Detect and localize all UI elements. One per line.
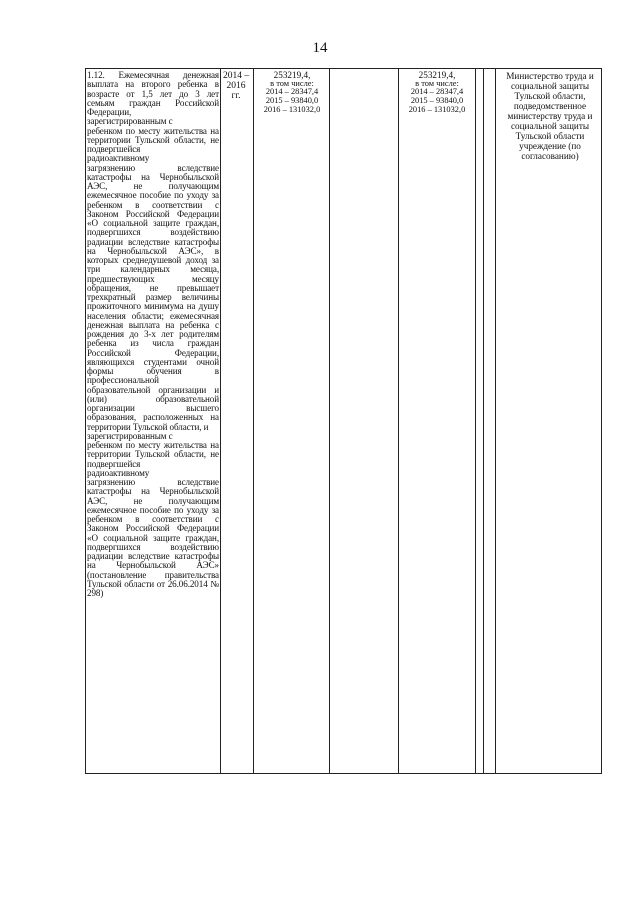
column-border <box>253 68 254 774</box>
funding-regional-cell <box>401 71 473 115</box>
column-border <box>601 68 602 774</box>
funding-year: 2015 – 93840,0 <box>265 96 319 106</box>
column-border <box>398 68 399 774</box>
responsible-executor: Министерство труда и социальной защиты Тульской области, подведомственное министерству труда и социальной защиты Тульской области учреждение (по согласованию) <box>506 71 594 161</box>
funding-year: 2016 – 131032,0 <box>263 104 321 114</box>
column-border <box>483 68 484 774</box>
funding-including-label: в том числе: <box>270 78 314 88</box>
funding-total: 253219,4, <box>418 70 456 80</box>
column-border <box>85 68 86 774</box>
column-border <box>329 68 330 774</box>
funding-year: 2015 – 93840,0 <box>410 96 464 106</box>
implementation-period: 2014 – 2016 гг. <box>222 71 250 101</box>
measure-description: 1.12. Ежемесячная денежная выплата на второго ребенка в возрасте от 1,5 лет до 3 лет семьям граждан Российской Федерации, зарегистрированным с ребенком по месту жительства на территории Тульской области, не подвергшейся радиоактивному загрязнению вследствие катастрофы на Чернобыльской АЭС, не получающим ежемесячное пособие по уходу за ребенком в соответствии с Законом Российской Федерации «О социальной защите граждан, подвергшихся воздействию радиации вследствие катастрофы на Чернобыльской АЭС», в которых среднедушевой доход за три календарных месяца, предшествующих месяцу обращения, не превышает трехкратный размер величины прожиточного минимума на душу населения области; ежемесячная денежная выплата на ребенка с рождения до 3-х лет родителям ребенка из числа граждан Российской Федерации, являющихся студентами очной формы обучения в профессиональной образовательной организации и (или) образовательной организации высшего образования, расположенных на территории Тульской области, и зарегистрированным с ребенком по месту жительства на территории Тульской области, не подвергшейся радиоактивному загрязнению вследствие катастрофы на Чернобыльской АЭС, не получающим ежемесячное пособие по уходу за ребенком в соответствии с Законом Российской Федерации «О социальной защите граждан, подвергшихся воздействию радиации вследствие катастрофы на Чернобыльской АЭС» (постановление правительства Тульской области от 26.06.2014 № 298) <box>87 70 219 598</box>
funding-year: 2014 – 28347,4 <box>265 87 319 97</box>
funding-total-cell <box>256 71 328 115</box>
page-number: 14 <box>312 40 328 56</box>
funding-including-label: в том числе: <box>415 78 459 88</box>
table-top-border <box>85 68 602 69</box>
column-border <box>475 68 476 774</box>
program-table <box>85 68 602 774</box>
funding-year: 2016 – 131032,0 <box>408 104 466 114</box>
table-bottom-border <box>85 773 602 774</box>
funding-total: 253219,4, <box>273 70 311 80</box>
column-border <box>495 68 496 774</box>
funding-year: 2014 – 28347,4 <box>410 87 464 97</box>
